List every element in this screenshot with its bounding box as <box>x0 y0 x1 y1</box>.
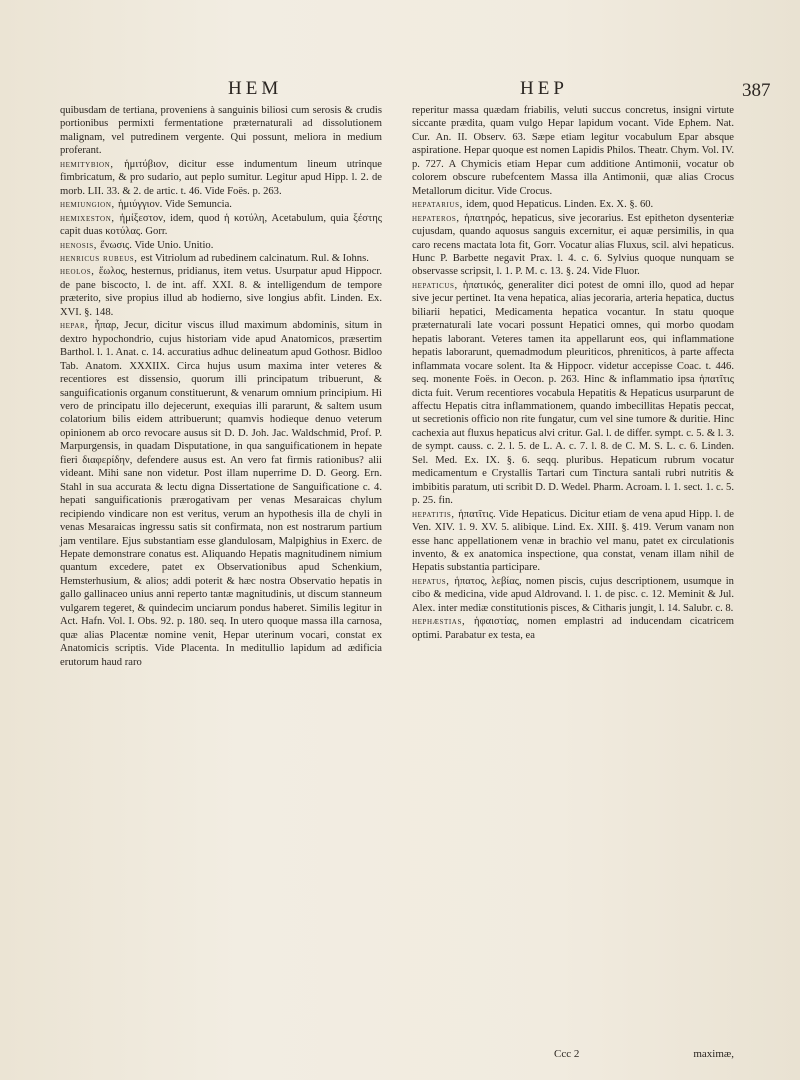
entry-text: idem, quod Hepaticus. Linden. Ex. X. §. 60. <box>466 199 654 211</box>
dictionary-entry <box>60 252 382 265</box>
signature-mark: Ccc 2 <box>554 1048 580 1060</box>
entry-headword: hephæstias, <box>412 616 474 628</box>
entry-headword: hepatus, <box>412 575 455 587</box>
dictionary-entry <box>60 104 382 158</box>
entry-text: quibusdam de tertiana, proveniens à sanguinis biliosi cum serosis & crudis portionibus permixti fermentatione præternaturali ad dissolutionem malignam, vel putredinem vergente. Qui possunt, meliora in medium proferant. <box>60 105 382 157</box>
dictionary-entry <box>412 508 734 575</box>
dictionary-entry <box>412 279 734 508</box>
dictionary-entry <box>60 239 382 252</box>
entry-headword: heolos, <box>60 266 99 278</box>
running-head-left: HEM <box>228 78 283 99</box>
entry-headword: hepatarius, <box>412 199 467 211</box>
dictionary-entry <box>412 104 734 198</box>
entry-headword: hemixeston, <box>60 212 120 224</box>
entry-headword: hepatitis, <box>412 508 459 520</box>
entry-text: ἕνωσις. Vide Unio. Unitio. <box>100 239 214 251</box>
entry-headword: hepateros, <box>412 212 465 224</box>
entry-text: ἡμιτύβιον, dicitur esse indumentum lineum utrinque fimbricatum, & pro sudario, aut peplo sumitur. Legitur apud Hipp. l. 2. de morb. LII. 33. & 2. de artic. t. 46. Vide Foës. p. 263. <box>60 158 382 197</box>
page-number: 387 <box>742 80 771 101</box>
left-column <box>60 104 382 669</box>
entry-text: ἕωλος, hesternus, pridianus, item vetus. Usurpatur apud Hippocr. de pane biscocto, l. de int. aff. XXI. 8. & intelligendum de tempore præterito, sive propius illud ab hodierno, sive longius abfit. Linden. Ex. XVI. §. 148. <box>60 266 383 318</box>
dictionary-entry <box>412 615 734 642</box>
entry-text: ἡπατος, λεβίας, nomen piscis, cujus descriptionem, usumque in cibo & medicina, vide apud Aldrovand. l. 1. de pisc. c. 12. Meminit & Jul. Alex. inter mediæ constitutionis pisces, & Citharis jungit, l. 14. Salubr. c. 8. <box>412 575 734 614</box>
entry-text: reperitur massa quædam friabilis, veluti succus concretus, insigni virtute siccante prædita, quam vulgo Hepar lapidum vocant. Vide Ephem. Nat. Cur. An. II. Observ. 63. Sæpe etiam legitur vocabulum Epar absque aspiratione. Hepar quoque est nomen Lapidis Philos. Theatr. Chym. Vol. IV. p. 727. A Chymicis etiam Hepar cum additione Antimonii, vocatur ob colorem obscure rubefcentem Massa illa Antimonii, quæ alias Crocus Metallorum dicitur. Vide Crocus. <box>412 105 734 197</box>
entry-headword: hemiungion, <box>60 199 118 211</box>
entry-text: ἡπατικός, generaliter dici potest de omni illo, quod ad hepar sive jecur pertinet. Ita vena hepatica, alias jecoraria, arteria hepatica, ductus biliarii hepatici, Medicamenta hepatica vocantur. In statu quoque præternaturali late vocari possunt Hepatici omnes, qui morbo quodam hepatis laborant. Veteres tamen ita appellarunt eos, qui inflammatione hepatis laborarunt, quemadmodum pleuriticos, phreniticos, à parte affecta inflammata vocare solent. Ita & Hippocr. videtur accepisse Coac. t. 446. seq. monente Foës. in Oecon. p. 263. Hinc & inflammatio ipsa ἡπατῖτις dicta fuit. Verum recentiores vocabula Hepatitis & Hepaticus usurparunt de affectu Hepatis citra inflammationem, quando imbecillitas Hepatis peccat, ut secretionis officio non rite fungatur, cum vel sine tumore & duritie. Hinc cachexia aut fluxus hepaticus alvi critur. Gal. l. de differ. sympt. c. 5. & l. 3. de sympt. causs. c. 2. l. 5. de L. A. c. 7. l. 8. de C. M. S. L. c. 6. Linden. Sel. Med. Ex. IX. §. 6. seqq. pluribus. Hepaticum rubrum vocatur medicamentum e Crystallis Tartari cum Tinctura santali rubri nutritis & imbibitis paratum, uti scribit D. D. Wedel. Pharm. Acroam. l. 1. sect. 1. c. 5. p. 25. fin. <box>412 279 735 507</box>
entry-headword: henosis, <box>60 239 101 251</box>
dictionary-entry <box>60 212 382 239</box>
right-column <box>412 104 734 642</box>
catchword: maximæ, <box>693 1048 734 1060</box>
entry-text: ἡμιύγγιον. Vide Semuncia. <box>118 199 232 211</box>
entry-headword: hepaticus, <box>412 279 463 291</box>
dictionary-entry <box>60 158 382 198</box>
entry-headword: henricus rubeus, <box>60 252 141 264</box>
entry-text: ἡπατηρός, hepaticus, sive jecorarius. Est epitheton dysenteriæ cujusdam, quando aquosus sanguis excernitur, ei aquæ persimilis, in qua caro recens mactata lota fit, Gorr. Vocatur alias Fluxus, scil. alvi hepaticus. Hunc P. Barbette negavit Prax. l. 4. c. 6. Sylvius quoque nunquam se observasse scripsit, l. 1. P. M. c. 13. §. 24. Vide Fluor. <box>412 212 734 278</box>
dictionary-entry <box>412 575 734 615</box>
entry-headword: hepar, <box>60 320 95 332</box>
dictionary-entry <box>60 198 382 211</box>
dictionary-entry <box>412 212 734 279</box>
dictionary-entry <box>60 319 382 669</box>
entry-text: ἧπαρ, Jecur, dicitur viscus illud maximum abdominis, situm in dextro hypochondrio, cujus historiam vide apud Anatomicos, præsertim Barthol. l. 1. Anat. c. 14. accuratius adhuc delineatum apud Gothosr. Bidloo Tab. Anatom. XXXIIX. Circa hujus usum maxima inter veteres & recentiores est dissensio, quorum illi principatum tribuerunt, & sanguificationis organum constituerunt, & venarum omnium principium. Hi vero de principatu illo dejecerunt, exequias illi pararunt, & saltem usum colatorium bilis eidem attribuerunt; quamvis hodieque denuo veterum opinionem ab orco revocare ausus sit D. D. Joh. Jac. Waldschmid, Prof. P. Marpurgensis, in quadam Disputatione, in qua sanguificationem in hepate fieri διαφερίδην, defendere ausus est. An vero fat firmis rationibus? alii videant. Mihi sane non videtur. Post illam nuperrime D. D. Georg. Ern. Stahl in sua accurata & lectu digna Dissertatione de Sanguificatione c. 4. hepati sanguificationis prærogativam per venas Mesaraicas chylum recipiendo vindicare non est veritus, verum an hypothesis illa de chyli in venas Mesaraicas ingressu satis sit confirmata, non est nostrarum partium jam ventilare. Ejus substantiam esse glandulosam, Malpighius in Exerc. de Hepate demonstrare conatus est. Aliquando Hepatis magnitudinem nimium quantum excedere, patet ex Observationibus apud Schenkium, Hemsterhusium, & alios; addi poterit & hæc nostra Observatio hepatis in gallo gallinaceo unius anni reperto tantæ magnitudinis, ut discum stanneum vulgarem tegeret, & quindecim unciarum pondus haberet. Similis legitur in Act. Hafn. Vol. I. Obs. 92. p. 180. seq. In utero quoque massa illa carnosa, quæ alias Placentæ nomine venit, Hepar uterinum vocari, constat ex Anatomicis scriptis. Vide Placenta. In meditullio lapidum ad ædificia erutorum haud raro <box>60 320 382 668</box>
entry-text: ἡμίξεστον, idem, quod ἡ κοτύλη, Acetabulum, quia ξέστης capit duas κοτύλας. Gorr. <box>60 212 382 238</box>
running-head-right: HEP <box>520 78 568 99</box>
dictionary-entry <box>412 198 734 211</box>
entry-text: ἡφαιστίας, nomen emplastri ad inducendam cicatricem optimi. Parabatur ex testa, ea <box>412 616 734 641</box>
dictionary-entry <box>60 265 382 319</box>
entry-text: est Vitriolum ad rubedinem calcinatum. Rul. & Iohns. <box>140 252 369 264</box>
entry-text: ἡπατῖτις. Vide Hepaticus. Dicitur etiam de vena apud Hipp. l. de Ven. XIV. 1. 9. XV. 5. alibique. Lind. Ex. XIII. §. 419. Verum vanam non esse hanc appellationem venæ in brachio vel manu, patet ex circulationis invento, & ex anatomica inspectione, qua constat, venam illam nihil de Hepatis substantia participare. <box>412 508 734 574</box>
entry-headword: hemitybion, <box>60 158 125 170</box>
